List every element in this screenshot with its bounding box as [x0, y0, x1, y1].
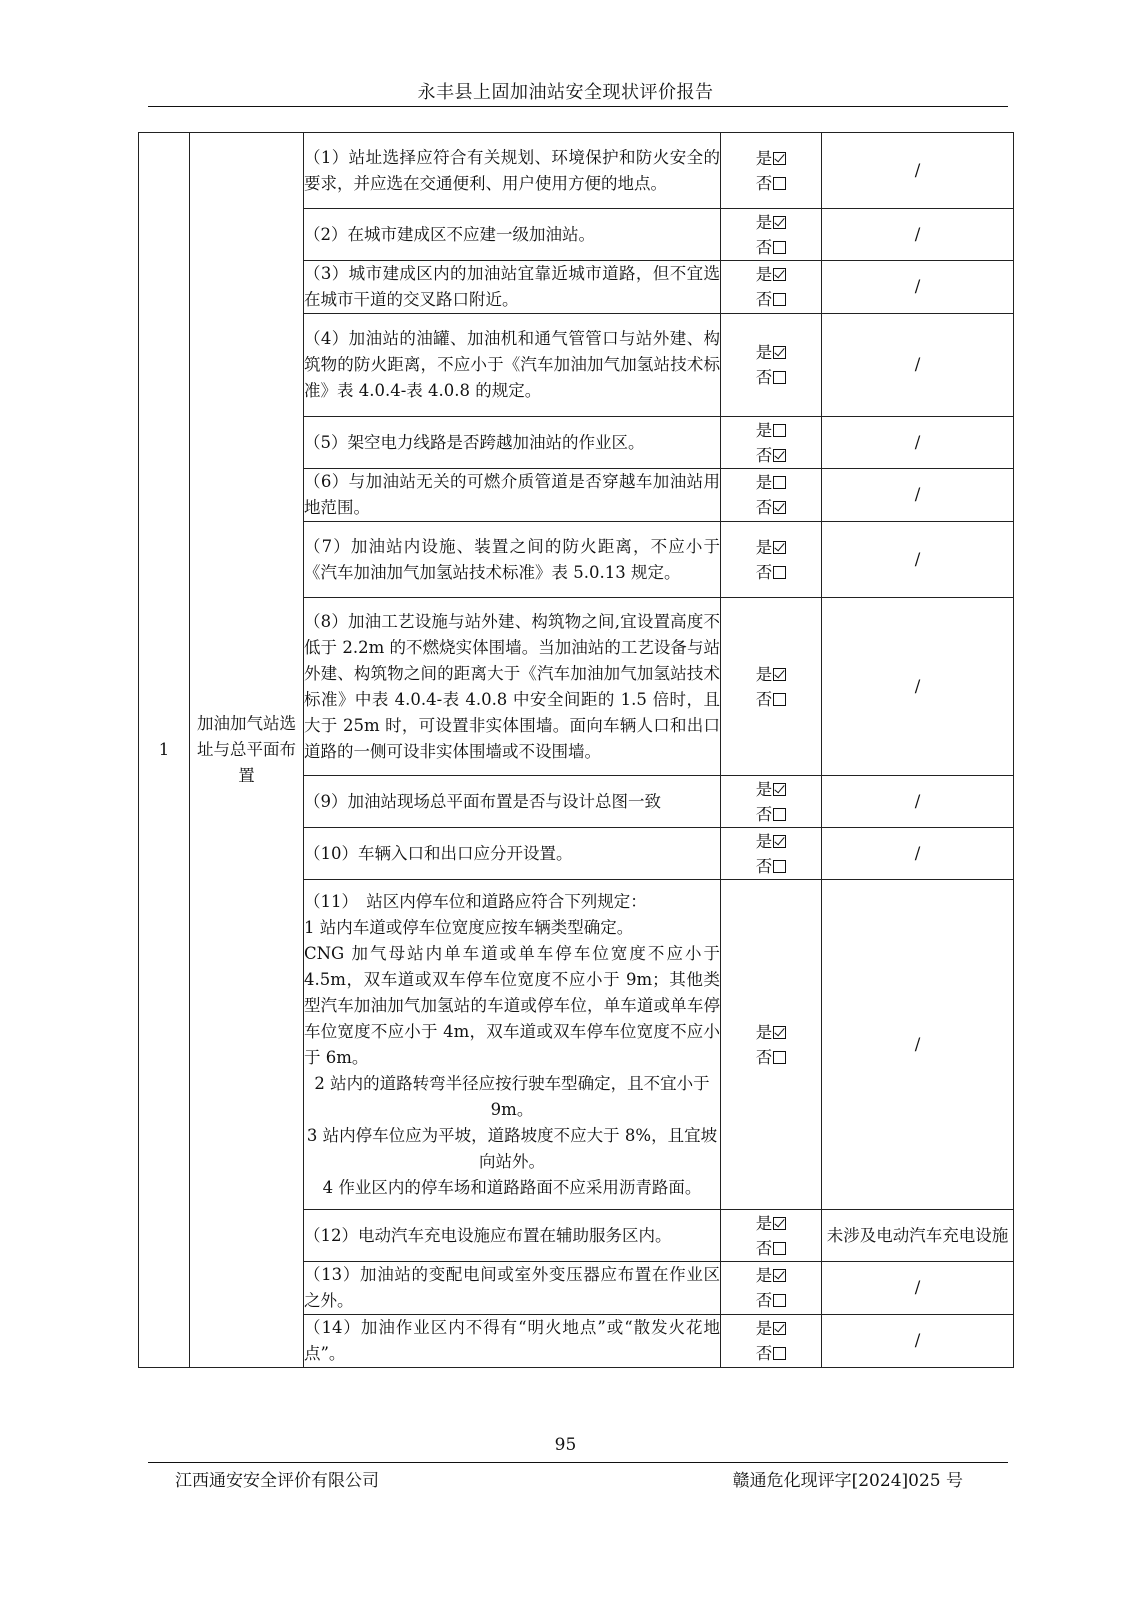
empty-box-icon — [773, 1294, 786, 1307]
result-option-label: 是 — [755, 148, 773, 168]
requirement-text: （9）加油站现场总平面布置是否与设计总图一致 — [304, 791, 661, 811]
result-cell — [721, 469, 822, 522]
requirement-text: 4 作业区内的停车场和道路路面不应采用沥青路面。 — [322, 1177, 702, 1197]
requirement-text: （11） 站区内停车位和道路应符合下列规定： — [304, 891, 647, 911]
checked-box-icon — [773, 449, 786, 462]
result-option-yes — [721, 418, 821, 443]
requirement-cell — [304, 209, 721, 261]
checked-box-icon — [773, 541, 786, 554]
remark-cell: / — [822, 1262, 1014, 1315]
requirement-text: 3 站内停车位应为平坡，道路坡度不应大于 8%，且宜坡向站外。 — [306, 1125, 718, 1171]
requirement-text: （6）与加油站无关的可燃介质管道是否穿越车加油站用地范围。 — [304, 472, 720, 517]
result-option-label: 否 — [755, 1291, 773, 1310]
remark-cell: / — [822, 209, 1014, 261]
result-option-yes — [721, 262, 821, 287]
result-option-label: 是 — [755, 265, 773, 284]
safety-checklist-table — [138, 132, 1014, 1368]
requirement-cell — [304, 776, 721, 828]
checked-box-icon — [773, 835, 786, 848]
requirement-cell — [304, 828, 721, 880]
result-cell — [721, 1210, 822, 1262]
result-option-label: 是 — [755, 1022, 773, 1042]
result-option-no — [721, 287, 821, 312]
result-option-no — [721, 687, 821, 712]
empty-box-icon — [773, 1347, 786, 1360]
result-option-yes — [721, 535, 821, 560]
requirement-text: （10）车辆入口和出口应分开设置。 — [304, 843, 573, 863]
result-cell — [721, 598, 822, 776]
empty-box-icon — [773, 1242, 786, 1255]
remark-cell: / — [822, 776, 1014, 828]
empty-box-icon — [773, 424, 786, 437]
remark-cell: / — [822, 261, 1014, 314]
requirement-text: （8）加油工艺设施与站外建、构筑物之间,宜设置高度不低于 2.2m 的不燃烧实体围墙。当加油站的工艺设备与站外建、构筑物之间的距离大于《汽车加油加气加氢站技术标准》中表 4.0.4-表 4.0.8 中安全间距的 1.5 倍时，且大于 25m 时，可设置非实体围墙。面向车辆人口和出口道路的一侧可设非实体围墙或不设围墙。 — [304, 611, 720, 761]
result-cell — [721, 880, 822, 1210]
requirement-text: （13）加油站的变配电间或室外变压器应布置在作业区之外。 — [304, 1265, 720, 1310]
result-option-label: 是 — [755, 473, 773, 492]
result-option-label: 否 — [755, 562, 773, 582]
requirement-cell — [304, 880, 721, 1210]
requirement-text: （2）在城市建成区不应建一级加油站。 — [304, 224, 595, 244]
result-option-label: 否 — [755, 498, 773, 517]
result-cell — [721, 133, 822, 209]
checked-box-icon — [773, 216, 786, 229]
empty-box-icon — [773, 860, 786, 873]
result-cell — [721, 209, 822, 261]
result-option-label: 是 — [755, 420, 773, 440]
footer-document-number: 赣通危化现评字[2024]025 号 — [732, 1471, 963, 1491]
empty-box-icon — [773, 241, 786, 254]
result-option-yes — [721, 777, 821, 802]
result-option-no — [721, 495, 821, 520]
result-option-no — [721, 1288, 821, 1313]
checked-box-icon — [773, 1026, 786, 1039]
remark-cell: / — [822, 828, 1014, 880]
requirement-cell — [304, 1315, 721, 1368]
remark-cell: 未涉及电动汽车充电设施 — [822, 1210, 1014, 1262]
result-option-label: 是 — [755, 1319, 773, 1338]
requirement-text: （3）城市建成区内的加油站宜靠近城市道路，但不宜选在城市干道的交叉路口附近。 — [304, 264, 720, 309]
group-number-cell: 1 — [139, 133, 190, 1368]
requirement-cell — [304, 1210, 721, 1262]
result-option-label: 否 — [755, 856, 773, 876]
result-option-yes — [721, 1263, 821, 1288]
empty-box-icon — [773, 293, 786, 306]
result-option-yes — [721, 1211, 821, 1236]
checked-box-icon — [773, 1269, 786, 1282]
result-option-label: 是 — [755, 537, 773, 557]
result-option-label: 否 — [755, 1238, 773, 1258]
requirement-cell — [304, 261, 721, 314]
requirement-cell — [304, 1262, 721, 1315]
result-option-label: 是 — [755, 1213, 773, 1233]
result-option-label: 是 — [755, 343, 773, 362]
group-item-cell: 加油加气站选址与总平面布置 — [190, 133, 304, 1368]
result-cell — [721, 828, 822, 880]
result-option-label: 否 — [755, 689, 773, 709]
result-option-no — [721, 235, 821, 260]
result-cell — [721, 1262, 822, 1315]
footer-rule — [148, 1462, 1008, 1463]
result-option-label: 否 — [755, 368, 773, 387]
remark-cell: / — [822, 880, 1014, 1210]
empty-box-icon — [773, 476, 786, 489]
remark-cell: / — [822, 522, 1014, 598]
report-header-title: 永丰县上固加油站安全现状评价报告 — [417, 82, 714, 103]
checked-box-icon — [773, 1322, 786, 1335]
requirement-cell — [304, 417, 721, 469]
checked-box-icon — [773, 346, 786, 359]
remark-cell: / — [822, 417, 1014, 469]
requirement-text: 1 站内车道或停车位宽度应按车辆类型确定。 — [304, 917, 634, 937]
result-option-label: 是 — [755, 1266, 773, 1285]
result-cell — [721, 261, 822, 314]
result-option-label: 是 — [755, 212, 773, 232]
remark-cell: / — [822, 469, 1014, 522]
result-option-yes — [721, 1020, 821, 1045]
requirement-text: （1）站址选择应符合有关规划、环境保护和防火安全的要求，并应选在交通便利、用户使用方便的地点。 — [304, 147, 720, 193]
result-option-no — [721, 171, 821, 196]
footer-company: 江西通安安全评价有限公司 — [175, 1471, 379, 1491]
requirement-text: （5）架空电力线路是否跨越加油站的作业区。 — [304, 432, 645, 452]
result-option-label: 是 — [755, 779, 773, 799]
result-option-yes — [721, 662, 821, 687]
header-rule — [148, 106, 1008, 107]
requirement-text: CNG 加气母站内单车道或单车停车位宽度不应小于 4.5m，双车道或双车停车位宽度不应小于 9m；其他类型汽车加油加气加氢站的车道或停车位，单车道或单车停车位宽度不应小于 4m，双车道或双车停车位宽度不应小于 6m。 — [304, 943, 720, 1067]
result-option-no — [721, 443, 821, 468]
page-number: 95 — [554, 1435, 577, 1455]
requirement-cell — [304, 469, 721, 522]
result-option-no — [721, 1236, 821, 1261]
requirement-cell — [304, 598, 721, 776]
result-option-yes — [721, 340, 821, 365]
result-option-no — [721, 365, 821, 390]
checked-box-icon — [773, 501, 786, 514]
result-option-label: 是 — [755, 664, 773, 684]
requirement-cell — [304, 314, 721, 417]
result-option-no — [721, 1341, 821, 1366]
empty-box-icon — [773, 177, 786, 190]
result-cell — [721, 1315, 822, 1368]
empty-box-icon — [773, 808, 786, 821]
checked-box-icon — [773, 783, 786, 796]
remark-cell: / — [822, 598, 1014, 776]
result-option-yes — [721, 210, 821, 235]
result-option-label: 否 — [755, 445, 773, 465]
result-option-no — [721, 854, 821, 879]
requirement-text: （7）加油站内设施、装置之间的防火距离，不应小于《汽车加油加气加氢站技术标准》表 5.0.13 规定。 — [304, 536, 720, 582]
remark-cell: / — [822, 314, 1014, 417]
result-cell — [721, 417, 822, 469]
result-option-yes — [721, 146, 821, 171]
requirement-text: 2 站内的道路转弯半径应按行驶车型确定，且不宜小于 9m。 — [314, 1073, 710, 1119]
result-option-label: 是 — [755, 831, 773, 851]
result-cell — [721, 776, 822, 828]
empty-box-icon — [773, 693, 786, 706]
empty-box-icon — [773, 1051, 786, 1064]
empty-box-icon — [773, 371, 786, 384]
table-row — [139, 133, 1014, 209]
result-option-no — [721, 802, 821, 827]
result-option-no — [721, 560, 821, 585]
requirement-cell — [304, 133, 721, 209]
result-option-yes — [721, 470, 821, 495]
requirement-cell — [304, 522, 721, 598]
empty-box-icon — [773, 566, 786, 579]
result-option-label: 否 — [755, 1047, 773, 1067]
checked-box-icon — [773, 268, 786, 281]
requirement-text: （12）电动汽车充电设施应布置在辅助服务区内。 — [304, 1225, 672, 1245]
result-cell — [721, 522, 822, 598]
result-option-label: 否 — [755, 1344, 773, 1363]
checked-box-icon — [773, 1217, 786, 1230]
result-option-label: 否 — [755, 290, 773, 309]
checked-box-icon — [773, 668, 786, 681]
result-option-label: 否 — [755, 804, 773, 824]
checklist-body — [139, 133, 1014, 1368]
remark-cell: / — [822, 1315, 1014, 1368]
requirement-text: （14）加油作业区内不得有“明火地点”或“散发火花地点”。 — [304, 1318, 720, 1363]
result-option-label: 否 — [755, 237, 773, 257]
result-option-yes — [721, 829, 821, 854]
requirement-text: （4）加油站的油罐、加油机和通气管管口与站外建、构筑物的防火距离，不应小于《汽车加油加气加氢站技术标准》表 4.0.4-表 4.0.8 的规定。 — [304, 329, 720, 400]
checked-box-icon — [773, 152, 786, 165]
result-option-yes — [721, 1316, 821, 1341]
result-option-no — [721, 1045, 821, 1070]
result-option-label: 否 — [755, 173, 773, 193]
result-cell — [721, 314, 822, 417]
remark-cell: / — [822, 133, 1014, 209]
